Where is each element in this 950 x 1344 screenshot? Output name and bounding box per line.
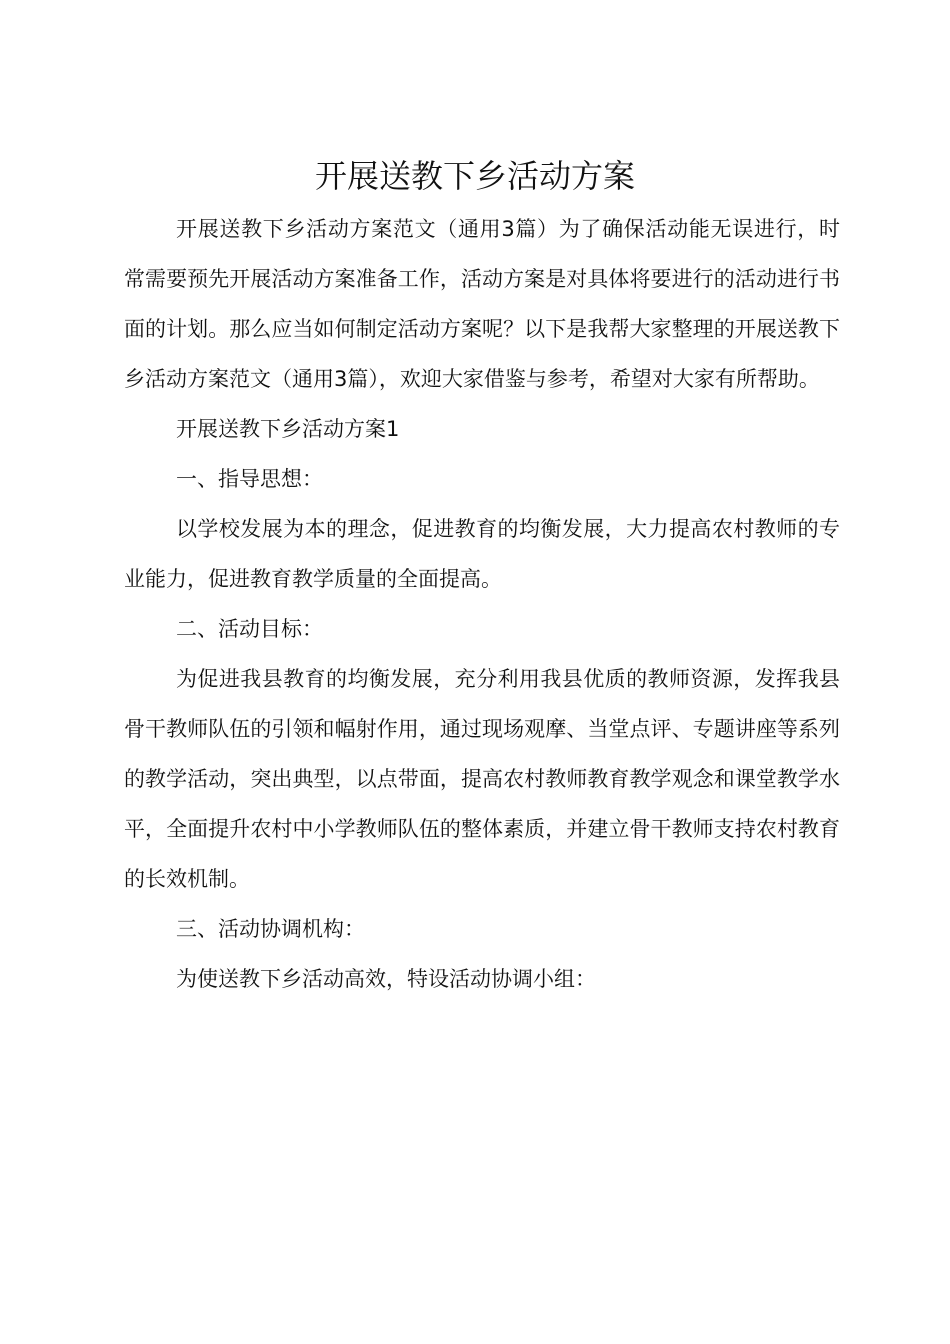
guiding-thought-paragraph: 以学校发展为本的理念，促进教育的均衡发展，大力提高农村教师的专业能力，促进教育教学质量的全面提高。	[124, 517, 840, 591]
section-heading-guiding-thought: 一、指导思想：	[176, 467, 323, 491]
section-heading-coordination: 三、活动协调机构：	[176, 917, 365, 941]
document-body	[124, 204, 840, 1004]
intro-paragraph: 开展送教下乡活动方案范文（通用3篇）为了确保活动能无误进行，时常需要预先开展活动方案准备工作，活动方案是对具体将要进行的活动进行书面的计划。那么应当如何制定活动方案呢？以下是我帮大家整理的开展送教下乡活动方案范文（通用3篇），欢迎大家借鉴与参考，希望对大家有所帮助。	[124, 217, 840, 391]
coordination-paragraph: 为使送教下乡活动高效，特设活动协调小组：	[176, 967, 596, 991]
activity-goals-paragraph: 为促进我县教育的均衡发展，充分利用我县优质的教师资源，发挥我县骨干教师队伍的引领和幅射作用，通过现场观摩、当堂点评、专题讲座等系列的教学活动，突出典型，以点带面，提高农村教师教育教学观念和课堂教学水平，全面提升农村中小学教师队伍的整体素质，并建立骨干教师支持农村教育的长效机制。	[124, 667, 840, 891]
document-title: 开展送教下乡活动方案	[314, 157, 635, 195]
section-heading-activity-goals: 二、活动目标：	[176, 617, 323, 641]
plan-heading: 开展送教下乡活动方案1	[176, 417, 400, 441]
